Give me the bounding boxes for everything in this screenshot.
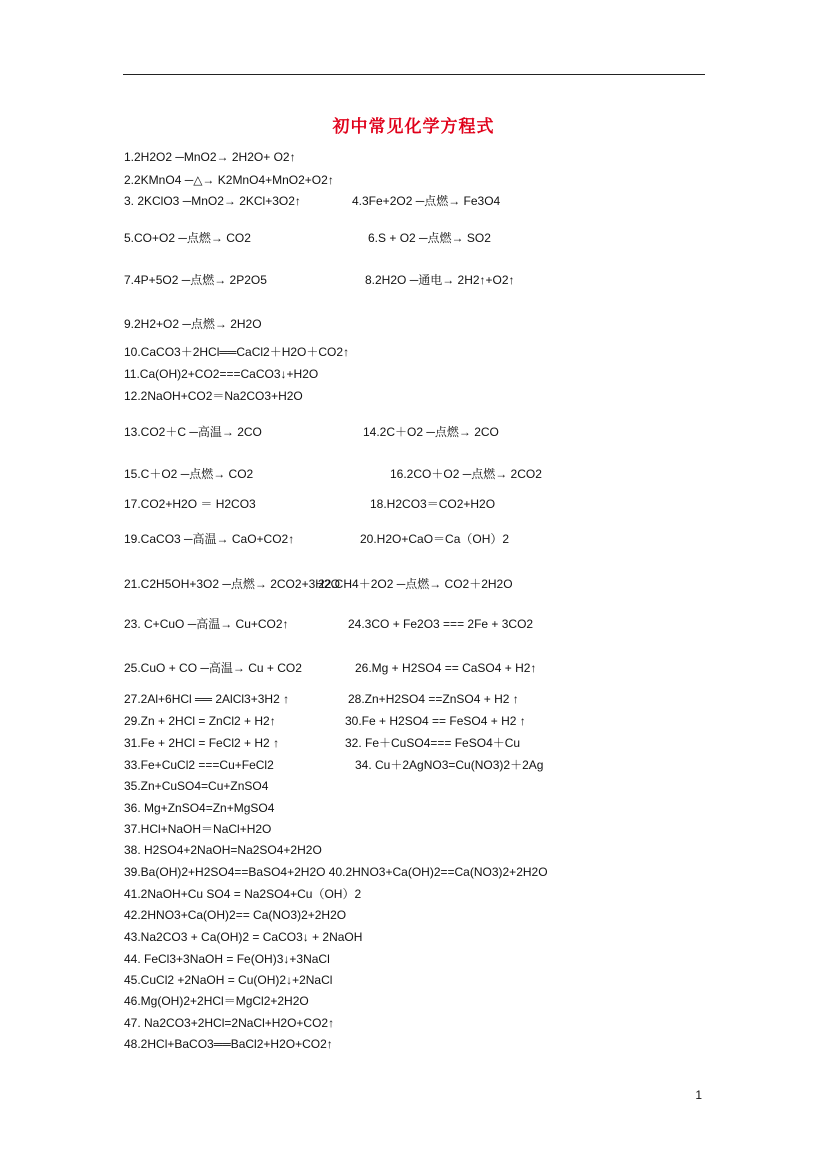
equation-line-right: 8.2H2O ─通电→ 2H2↑+O2↑: [365, 273, 515, 287]
equation-line: 33.Fe+CuCl2 ===Cu+FeCl2: [124, 758, 274, 772]
equation-line: 15.C＋O2 ─点燃→ CO2: [124, 467, 254, 481]
equation-line: 41.2NaOH+Cu SO4 = Na2SO4+Cu（OH）2: [124, 887, 362, 901]
equation-line: 23. C+CuO ─高温→ Cu+CO2↑: [124, 617, 289, 631]
equation-line-right: 4.3Fe+2O2 ─点燃→ Fe3O4: [352, 194, 501, 208]
equation-line-right: 6.S + O2 ─点燃→ SO2: [368, 231, 491, 245]
equation-line: 42.2HNO3+Ca(OH)2== Ca(NO3)2+2H2O: [124, 908, 347, 922]
header-rule: [123, 74, 705, 75]
equation-line-right: 34. Cu＋2AgNO3=Cu(NO3)2＋2Ag: [355, 758, 544, 772]
equation-line-right: 30.Fe + H2SO4 == FeSO4 + H2 ↑: [345, 714, 526, 728]
equation-line-right: 18.H2CO3＝CO2+H2O: [370, 497, 496, 511]
equation-line-right: 28.Zn+H2SO4 ==ZnSO4 + H2 ↑: [348, 692, 519, 706]
equation-line-right: 20.H2O+CaO＝Ca（OH）2: [360, 532, 510, 546]
page-title: 初中常见化学方程式: [332, 117, 495, 136]
equation-line: 39.Ba(OH)2+H2SO4==BaSO4+2H2O 40.2HNO3+Ca(OH)2==Ca(NO3)2+2H2O: [124, 865, 548, 879]
equation-line: 38. H2SO4+2NaOH=Na2SO4+2H2O: [124, 843, 322, 857]
equation-line: 31.Fe + 2HCl = FeCl2 + H2 ↑: [124, 736, 280, 750]
equation-line-right: 32. Fe＋CuSO4=== FeSO4＋Cu: [345, 736, 521, 750]
equation-line-right: 26.Mg + H2SO4 == CaSO4 + H2↑: [355, 661, 537, 675]
equation-line: 2.2KMnO4 ─△→ K2MnO4+MnO2+O2↑: [124, 173, 334, 187]
equation-line-right: 22.CH4＋2O2 ─点燃→ CO2＋2H2O: [318, 577, 513, 591]
equation-line: 43.Na2CO3 + Ca(OH)2 = CaCO3↓ + 2NaOH: [124, 930, 363, 944]
equation-line: 35.Zn+CuSO4=Cu+ZnSO4: [124, 779, 269, 793]
equation-line: 21.C2H5OH+3O2 ─点燃→ 2CO2+3H2O: [124, 577, 340, 591]
equation-line: 12.2NaOH+CO2＝Na2CO3+H2O: [124, 389, 303, 403]
equation-line: 27.2Al+6HCl ══ 2AlCl3+3H2 ↑: [124, 692, 290, 706]
equation-line-right: 24.3CO + Fe2O3 === 2Fe + 3CO2: [348, 617, 534, 631]
page-number: 1: [695, 1088, 702, 1102]
equation-line: 48.2HCl+BaCO3══BaCl2+H2O+CO2↑: [124, 1037, 333, 1051]
equation-line: 25.CuO + CO ─高温→ Cu + CO2: [124, 661, 302, 675]
equation-line: 5.CO+O2 ─点燃→ CO2: [124, 231, 251, 245]
equation-line: 3. 2KClO3 ─MnO2→ 2KCl+3O2↑: [124, 194, 301, 208]
equation-line: 37.HCl+NaOH＝NaCl+H2O: [124, 822, 272, 836]
equation-line: 45.CuCl2 +2NaOH = Cu(OH)2↓+2NaCl: [124, 973, 333, 987]
equation-line: 29.Zn + 2HCl = ZnCl2 + H2↑: [124, 714, 276, 728]
equation-line: 17.CO2+H2O ＝ H2CO3: [124, 497, 256, 511]
equation-line: 44. FeCl3+3NaOH = Fe(OH)3↓+3NaCl: [124, 952, 330, 966]
equation-line: 10.CaCO3＋2HCl══CaCl2＋H2O＋CO2↑: [124, 345, 350, 359]
equation-line: 19.CaCO3 ─高温→ CaO+CO2↑: [124, 532, 295, 546]
equation-line: 9.2H2+O2 ─点燃→ 2H2O: [124, 317, 262, 331]
equation-line: 7.4P+5O2 ─点燃→ 2P2O5: [124, 273, 267, 287]
equation-line: 47. Na2CO3+2HCl=2NaCl+H2O+CO2↑: [124, 1016, 335, 1030]
equation-line: 46.Mg(OH)2+2HCl＝MgCl2+2H2O: [124, 994, 309, 1008]
equation-line: 36. Mg+ZnSO4=Zn+MgSO4: [124, 801, 275, 815]
equation-line: 11.Ca(OH)2+CO2===CaCO3↓+H2O: [124, 367, 319, 381]
equation-line-right: 16.2CO＋O2 ─点燃→ 2CO2: [390, 467, 542, 481]
equation-line: 13.CO2＋C ─高温→ 2CO: [124, 425, 262, 439]
equation-line: 1.2H2O2 ─MnO2→ 2H2O+ O2↑: [124, 150, 296, 164]
equation-line-right: 14.2C＋O2 ─点燃→ 2CO: [363, 425, 499, 439]
